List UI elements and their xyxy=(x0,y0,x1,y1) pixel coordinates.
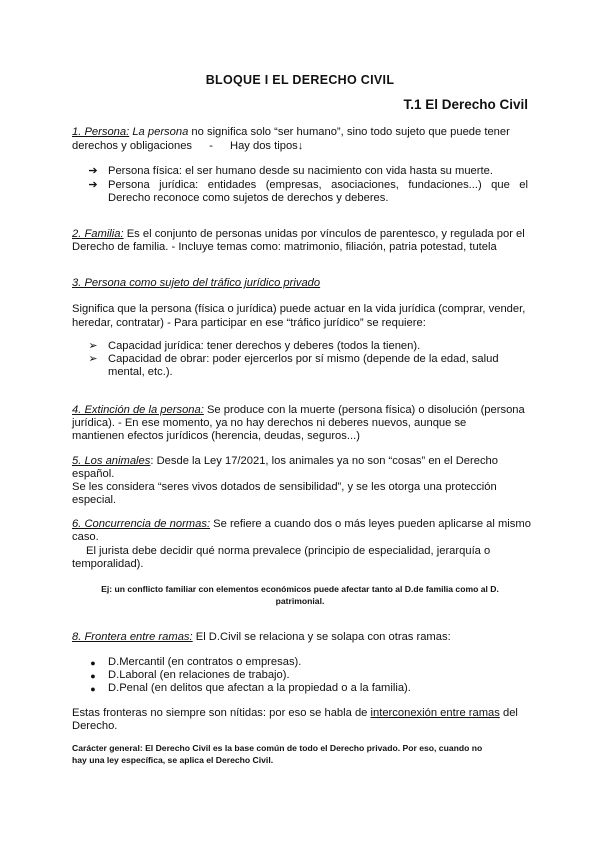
s1-heading: 1. Persona: xyxy=(72,126,130,138)
s2-heading: 2. Familia: xyxy=(72,228,124,240)
s6-example-line2: patrimonial. xyxy=(275,596,325,606)
s8-text1: El D.Civil se relaciona y se solapa con otras ramas: xyxy=(192,631,451,643)
s1-text3: Hay dos tipos xyxy=(229,140,298,152)
bullet-dot-icon: ● xyxy=(90,658,96,668)
s5-text1: : Desde la Ley 17/2021, los animales ya no son “cosas” en el Derecho xyxy=(150,455,498,467)
s3-bullet-1: Capacidad jurídica: tener derechos y deberes (todos la tienen). xyxy=(108,340,421,352)
s6-line3: El jurista debe decidir qué norma prevalece (principio de especialidad, jerarquía o xyxy=(86,545,491,557)
s3-bullet-2-line2: mental, etc.). xyxy=(108,366,173,378)
s1-lead: La persona xyxy=(132,126,189,138)
s8-bullet-1: D.Mercantil (en contratos o empresas). xyxy=(108,656,302,668)
s3-line1: Significa que la persona (física o jurídica) puede actuar en la vida jurídica (comprar, vender, xyxy=(72,303,526,315)
s5-line2: español. xyxy=(72,468,115,480)
s6-line2: caso. xyxy=(72,531,99,543)
s5-heading: 5. Los animales xyxy=(72,455,151,467)
s8-line2 xyxy=(72,707,518,721)
s3-bullet-2-line1: Capacidad de obrar: poder ejercerlos por sí mismo (depende de la edad, salud xyxy=(108,353,499,365)
down-arrow-icon: ↓ xyxy=(297,140,304,152)
s6-line1 xyxy=(72,518,531,532)
bullet-dot-icon: ● xyxy=(90,671,96,681)
arrowhead-icon: ➢ xyxy=(88,353,98,365)
s3-heading: 3. Persona como sujeto del tráfico jurídico privado xyxy=(72,277,321,289)
s8-text2c: del xyxy=(499,707,518,719)
s5-line3: Se les considera “seres vivos dotados de sensibilidad”, y se les otorga una protección xyxy=(72,481,497,493)
s5-line1 xyxy=(72,455,498,469)
s8-text2a: Estas fronteras no siempre son nítidas: por eso se habla de xyxy=(72,707,371,719)
s1-line2 xyxy=(72,140,303,154)
s1-line1 xyxy=(72,126,528,140)
s6-heading: 6. Concurrencia de normas: xyxy=(72,518,211,530)
s8-heading: 8. Frontera entre ramas: xyxy=(72,631,193,643)
s4-heading: 4. Extinción de la persona: xyxy=(72,404,204,416)
arrowhead-icon: ➢ xyxy=(88,340,98,352)
s2-line2: Derecho de familia. - Incluye temas como: matrimonio, filiación, patria potestad, tutela xyxy=(72,241,497,253)
s1-bullet-1: Persona física: el ser humano desde su nacimiento con vida hasta su muerte. xyxy=(108,165,493,177)
s1-text1: no significa solo “ser humano”, sino todo sujeto que puede tener xyxy=(188,126,510,138)
s1-bullet-2-line2: Derecho reconoce como sujetos de derechos y deberes. xyxy=(108,192,389,204)
general-note-line2: hay una ley específica, se aplica el Derecho Civil. xyxy=(72,755,274,765)
s1-text2: derechos y obligaciones xyxy=(72,140,193,152)
s8-bullet-2: D.Laboral (en relaciones de trabajo). xyxy=(108,669,290,681)
arrow-right-icon: ➔ xyxy=(88,165,98,177)
s4-line3: mantienen efectos jurídicos (herencia, deudas, seguros...) xyxy=(72,430,360,442)
arrow-right-icon: ➔ xyxy=(88,179,98,191)
s8-line3: Derecho. xyxy=(72,720,118,732)
s2-line1 xyxy=(72,228,525,242)
s4-line2: jurídica). - En ese momento, ya no hay derechos ni deberes nuevos, aunque se xyxy=(72,417,467,429)
bullet-dot-icon: ● xyxy=(90,684,96,694)
general-note-line1: Carácter general: El Derecho Civil es la base común de todo el Derecho privado. Por eso, cuando no xyxy=(72,743,483,753)
s8-text2b: interconexión entre ramas xyxy=(370,707,500,719)
s6-text1: Se refiere a cuando dos o más leyes pueden aplicarse al mismo xyxy=(210,518,531,530)
topic-title: T.1 El Derecho Civil xyxy=(403,97,528,112)
s4-line1 xyxy=(72,404,525,418)
s6-example-line1: Ej: un conflicto familiar con elementos económicos puede afectar tanto al D.de familia como al D. xyxy=(101,584,499,594)
s4-text1: Se produce con la muerte (persona física) o disolución (persona xyxy=(203,404,525,416)
s1-dash: - xyxy=(209,140,213,152)
s3-line2: heredar, contratar) - Para participar en ese “tráfico jurídico” se requiere: xyxy=(72,317,426,329)
s5-line4: especial. xyxy=(72,494,117,506)
s8-line1 xyxy=(72,631,451,645)
s1-bullet-2-line1: Persona jurídica: entidades (empresas, asociaciones, fundaciones...) que el xyxy=(108,179,528,191)
s6-line4: temporalidad). xyxy=(72,558,144,570)
document-title: BLOQUE I EL DERECHO CIVIL xyxy=(205,73,395,87)
s2-text1: Es el conjunto de personas unidas por vínculos de parentesco, y regulada por el xyxy=(123,228,525,240)
s8-bullet-3: D.Penal (en delitos que afectan a la propiedad o a la familia). xyxy=(108,682,411,694)
